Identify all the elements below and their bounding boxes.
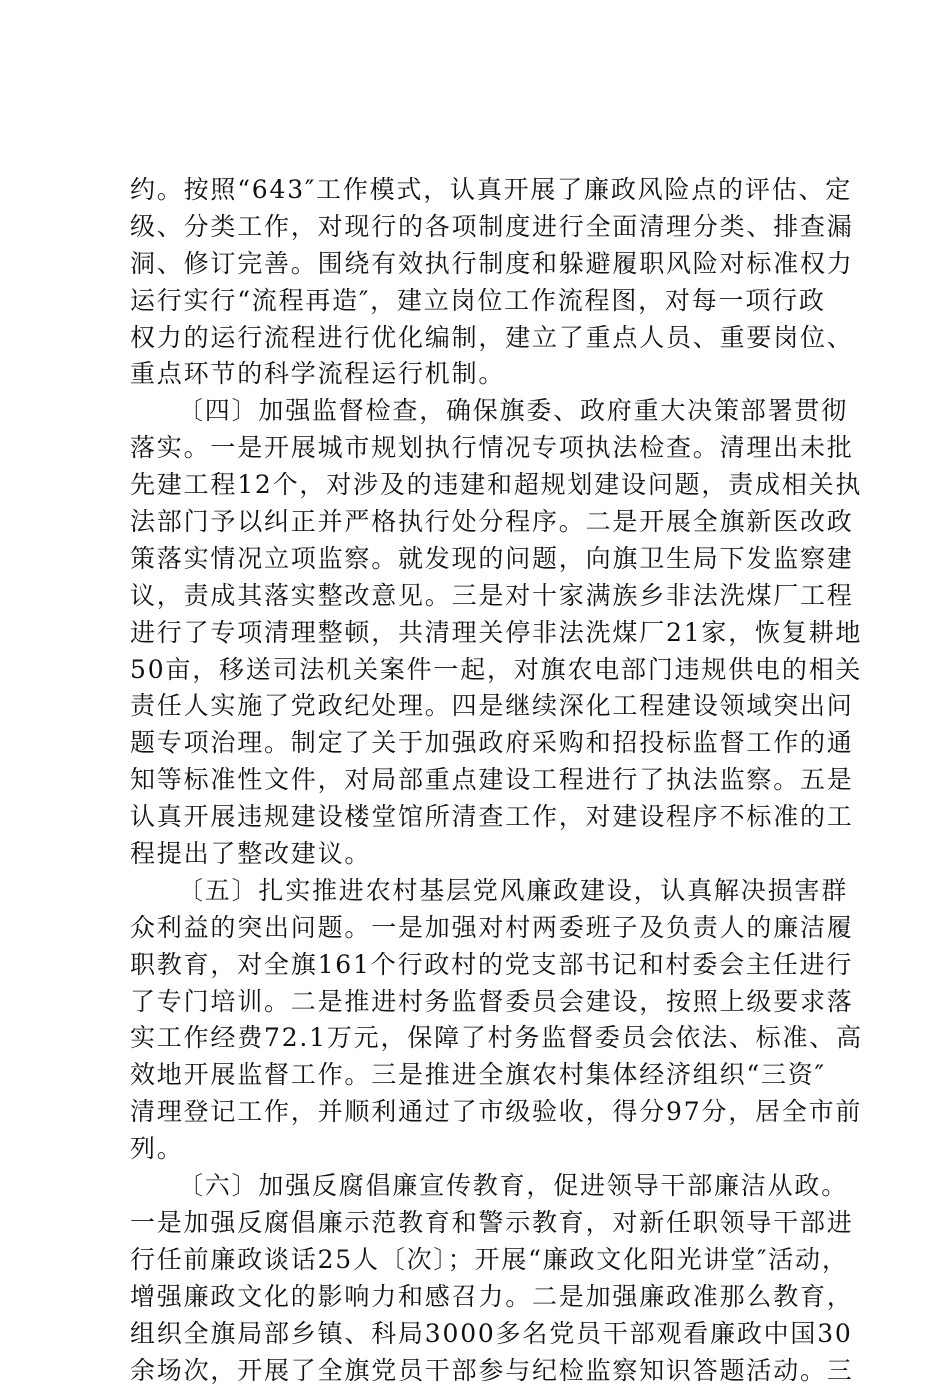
- text-line: 责任人实施了党政纪处理。四是继续深化工程建设领域突出问: [130, 688, 830, 725]
- paragraph-standards-review: [130, 172, 830, 393]
- text-line: 权力的运行流程进行优化编制，建立了重点人员、重要岗位、: [130, 320, 830, 357]
- text-line: 运行实行“流程再造″，建立岗位工作流程图，对每一项行政: [130, 283, 830, 320]
- text-line: 50亩，移送司法机关案件一起，对旗农电部门违规供电的相关: [130, 652, 830, 689]
- text-line: 先建工程12个，对涉及的违建和超规划建设问题，责成相关执: [130, 467, 830, 504]
- text-line: 了专门培训。二是推进村务监督委员会建设，按照上级要求落: [130, 984, 830, 1021]
- text-line: 增强廉政文化的影响力和感召力。二是加强廉政准那么教育，: [130, 1279, 830, 1316]
- text-line: 〔六〕加强反腐倡廉宣传教育，促进领导干部廉洁从政。: [130, 1168, 830, 1205]
- text-line: 组织全旗局部乡镇、科局3000多名党员干部观看廉政中国30: [130, 1316, 830, 1353]
- text-line: 一是加强反腐倡廉示范教育和警示教育，对新任职领导干部进: [130, 1205, 830, 1242]
- paragraph-section-4: [130, 393, 830, 873]
- document-body: [130, 172, 830, 1389]
- text-line: 〔五〕扎实推进农村基层党风廉政建设，认真解决损害群: [130, 873, 830, 910]
- text-line: 职教育，对全旗161个行政村的党支部书记和村委会主任进行: [130, 947, 830, 984]
- text-line: 效地开展监督工作。三是推进全旗农村集体经济组织“三资″: [130, 1057, 830, 1094]
- text-line: 列。: [130, 1131, 830, 1168]
- paragraph-section-6: [130, 1168, 830, 1389]
- text-line: 实工作经费72.1万元，保障了村务监督委员会依法、标准、高: [130, 1020, 830, 1057]
- text-line: 知等标准性文件，对局部重点建设工程进行了执法监察。五是: [130, 762, 830, 799]
- text-line: 程提出了整改建议。: [130, 836, 830, 873]
- text-line: 洞、修订完善。围绕有效执行制度和躲避履职风险对标准权力: [130, 246, 830, 283]
- text-line: 行任前廉政谈话25人〔次〕；开展“廉政文化阳光讲堂″活动，: [130, 1242, 830, 1279]
- text-line: 〔四〕加强监督检查，确保旗委、政府重大决策部署贯彻: [130, 393, 830, 430]
- text-line: 题专项治理。制定了关于加强政府采购和招投标监督工作的通: [130, 725, 830, 762]
- text-line: 众利益的突出问题。一是加强对村两委班子及负责人的廉洁履: [130, 910, 830, 947]
- text-line: 法部门予以纠正并严格执行处分程序。二是开展全旗新医改政: [130, 504, 830, 541]
- text-line: 议，责成其落实整改意见。三是对十家满族乡非法洗煤厂工程: [130, 578, 830, 615]
- text-line: 认真开展违规建设楼堂馆所清查工作，对建设程序不标准的工: [130, 799, 830, 836]
- text-line: 约。按照“643″工作模式，认真开展了廉政风险点的评估、定: [130, 172, 830, 209]
- text-line: 余场次，开展了全旗党员干部参与纪检监察知识答题活动。三: [130, 1353, 830, 1389]
- text-line: 重点环节的科学流程运行机制。: [130, 356, 830, 393]
- text-line: 清理登记工作，并顺利通过了市级验收，得分97分，居全市前: [130, 1094, 830, 1131]
- text-line: 落实。一是开展城市规划执行情况专项执法检查。清理出未批: [130, 430, 830, 467]
- paragraph-section-5: [130, 873, 830, 1168]
- text-line: 策落实情况立项监察。就发现的问题，向旗卫生局下发监察建: [130, 541, 830, 578]
- text-line: 级、分类工作，对现行的各项制度进行全面清理分类、排查漏: [130, 209, 830, 246]
- text-line: 进行了专项清理整顿，共清理关停非法洗煤厂21家，恢复耕地: [130, 615, 830, 652]
